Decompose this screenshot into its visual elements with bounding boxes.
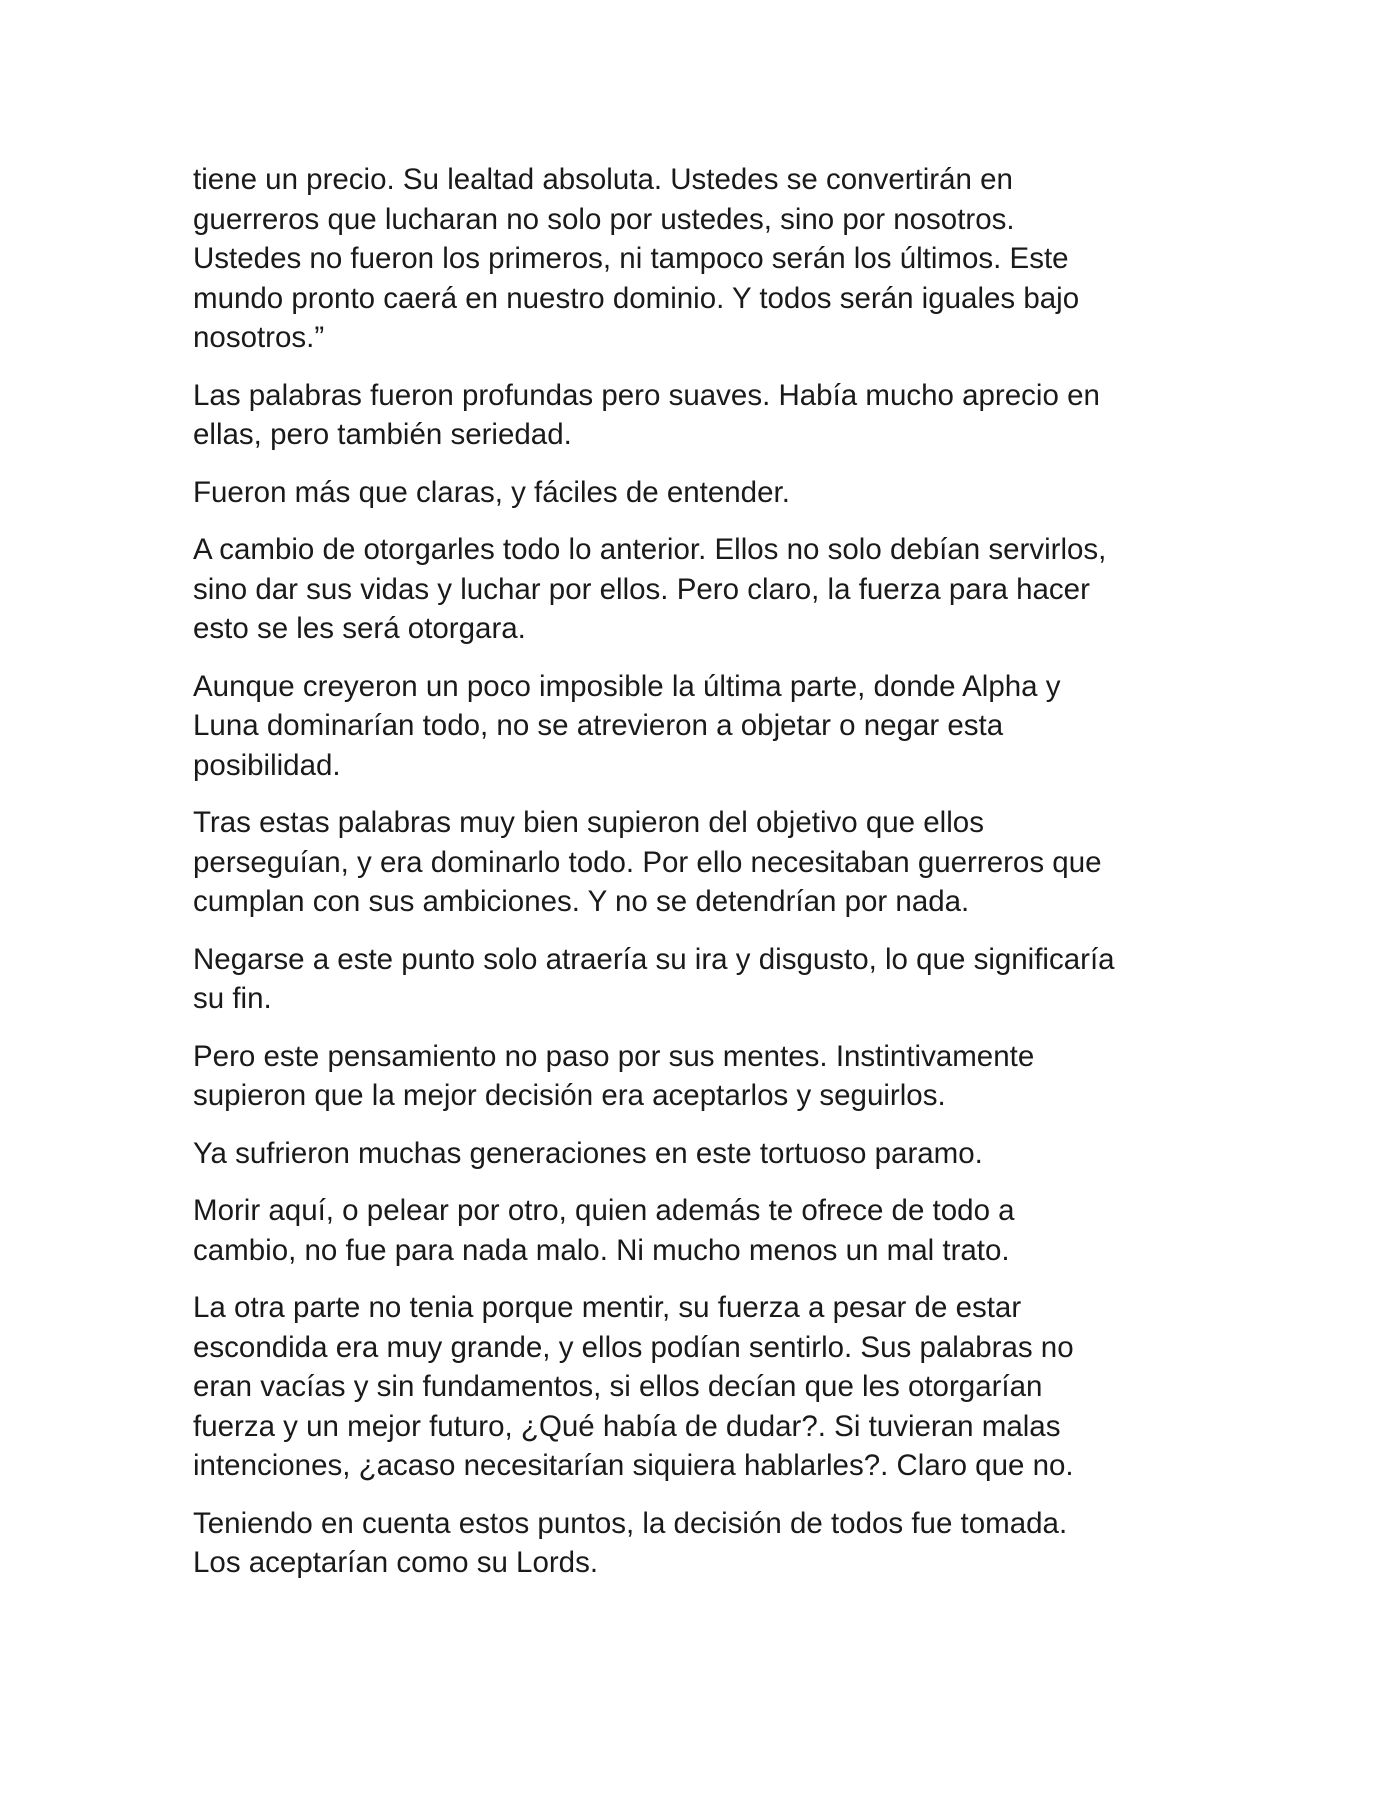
text-line: tiene un precio. Su lealtad absoluta. Ustedes se convertirán en (193, 163, 1013, 196)
text-line: Pero este pensamiento no paso por sus mentes. Instintivamente (193, 1039, 1035, 1073)
text-line: Luna dominarían todo, no se atrevieron a objetar o negar esta (193, 709, 1004, 742)
text-line: Ustedes no fueron los primeros, ni tampoco serán los últimos. Este (193, 242, 1069, 275)
text-line: intenciones, ¿acaso necesitarían siquiera hablarles?. Claro que no. (193, 1449, 1074, 1482)
paragraph (193, 803, 1223, 922)
paragraph (193, 160, 1223, 358)
text-line: ellas, pero también seriedad. (193, 418, 572, 451)
text-line: posibilidad. (193, 748, 341, 782)
text-line: Morir aquí, o pelear por otro, quien además te ofrece de todo a (193, 1194, 1015, 1227)
text-line: La otra parte no tenia porque mentir, su fuerza a pesar de estar (193, 1291, 1022, 1324)
paragraph (193, 667, 1223, 786)
paragraph (193, 940, 1223, 1019)
text-line: Teniendo en cuenta estos puntos, la decisión de todos fue tomada. (193, 1506, 1068, 1540)
paragraph (193, 1037, 1223, 1116)
text-line: guerreros que lucharan no solo por ustedes, sino por nosotros. (193, 202, 1015, 236)
text-line: Aunque creyeron un poco imposible la última parte, donde Alpha y (193, 669, 1061, 703)
paragraph (193, 376, 1223, 455)
paragraph (193, 530, 1223, 649)
text-line: A cambio de otorgarles todo lo anterior. Ellos no solo debían servirlos, (193, 533, 1107, 566)
text-line: nosotros.” (193, 321, 325, 354)
text-line: Negarse a este punto solo atraería su ira y disgusto, lo que significaría (193, 942, 1115, 976)
text-line: eran vacías y sin fundamentos, si ellos decían que les otorgarían (193, 1370, 1043, 1403)
text-line: perseguían, y era dominarlo todo. Por ello necesitaban guerreros que (193, 845, 1102, 879)
text-line: Ya sufrieron muchas generaciones en este tortuoso paramo. (193, 1136, 983, 1170)
text-line: esto se les será otorgara. (193, 612, 526, 645)
text-line: Tras estas palabras muy bien supieron del objetivo que ellos (193, 806, 984, 839)
text-line: escondida era muy grande, y ellos podían sentirlo. Sus palabras no (193, 1330, 1074, 1364)
paragraph (193, 473, 1223, 513)
text-line: cumplan con sus ambiciones. Y no se detendrían por nada. (193, 885, 970, 918)
paragraph (193, 1288, 1223, 1486)
body-text (193, 160, 1223, 1601)
text-line: su fin. (193, 982, 272, 1015)
paragraph (193, 1134, 1223, 1174)
text-line: supieron que la mejor decisión era aceptarlos y seguirlos. (193, 1079, 946, 1112)
text-line: cambio, no fue para nada malo. Ni mucho menos un mal trato. (193, 1233, 1010, 1267)
text-line: sino dar sus vidas y luchar por ellos. Pero claro, la fuerza para hacer (193, 572, 1090, 606)
text-line: Las palabras fueron profundas pero suaves. Había mucho aprecio en (193, 378, 1100, 412)
paragraph (193, 1191, 1223, 1270)
text-line: Fueron más que claras, y fáciles de entender. (193, 475, 790, 509)
text-line: fuerza y un mejor futuro, ¿Qué había de dudar?. Si tuvieran malas (193, 1409, 1061, 1443)
paragraph (193, 1504, 1223, 1583)
text-line: mundo pronto caerá en nuestro dominio. Y todos serán iguales bajo (193, 281, 1080, 315)
text-line: Los aceptarían como su Lords. (193, 1546, 599, 1579)
